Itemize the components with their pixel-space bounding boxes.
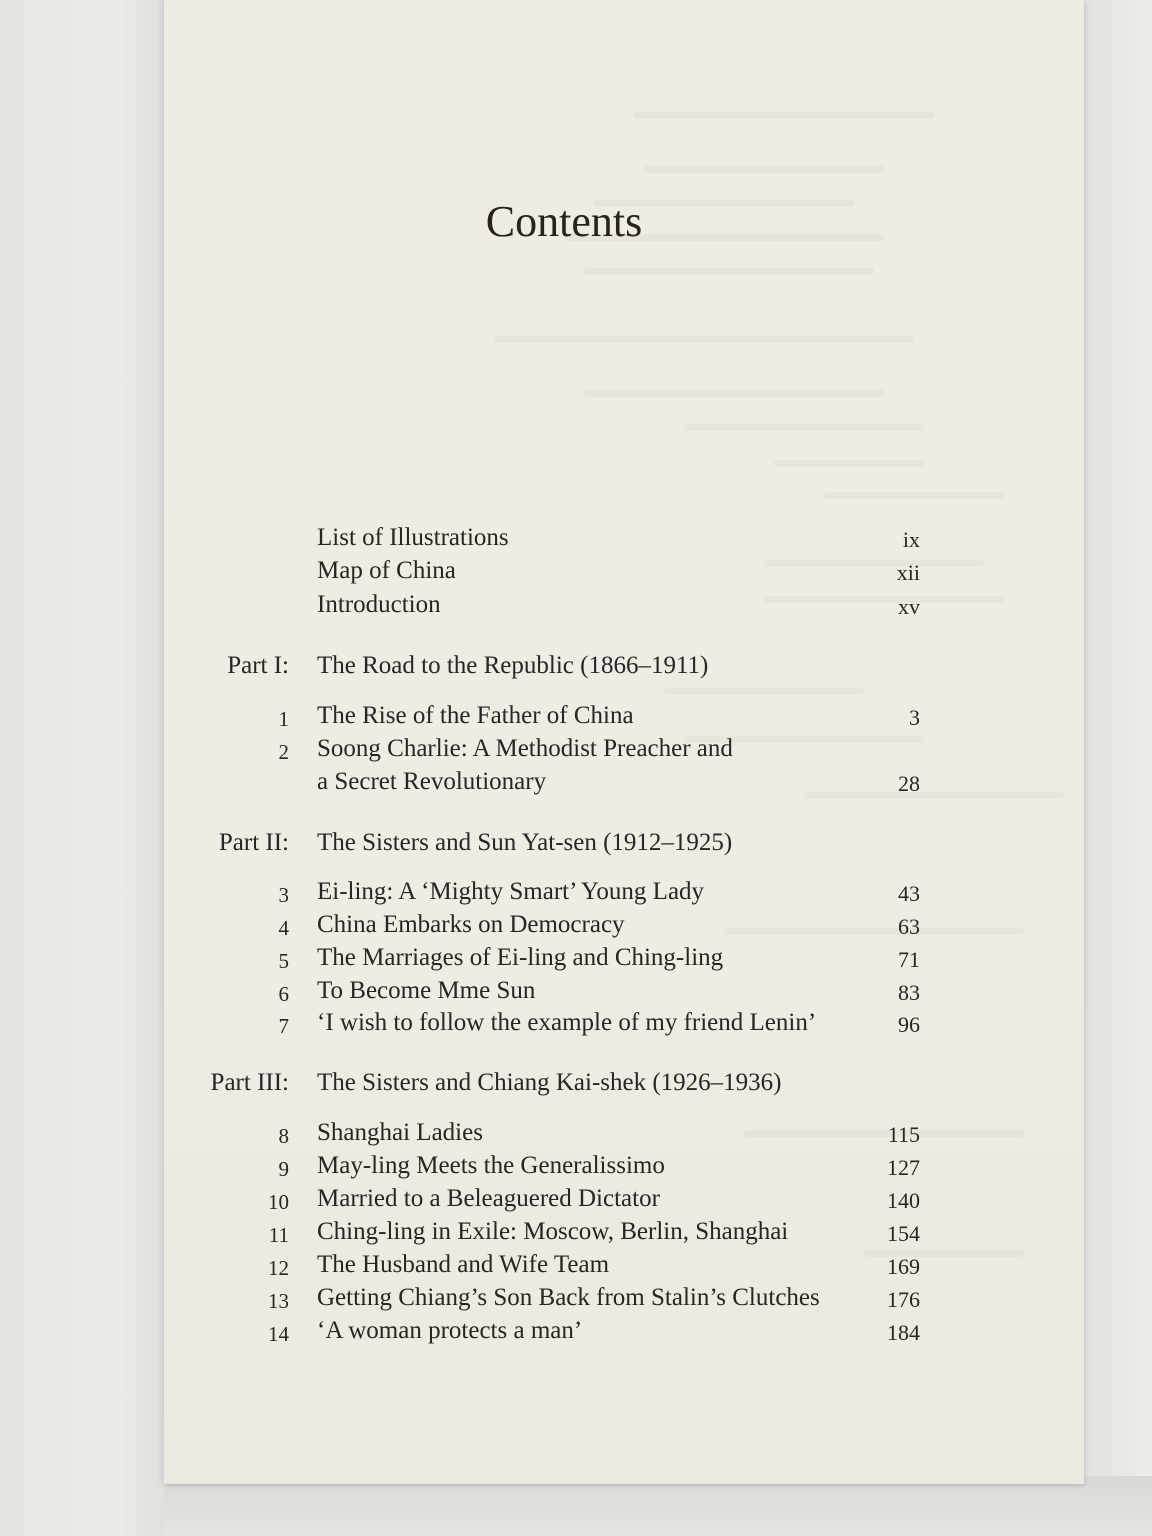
toc-chapter-7 bbox=[164, 1008, 1084, 1038]
chapter-title-continued: a Secret Revolutionary bbox=[317, 768, 547, 795]
chapter-page: 169 bbox=[887, 1254, 920, 1279]
chapter-title: The Rise of the Father of China bbox=[317, 702, 634, 729]
book-page bbox=[164, 0, 1084, 1484]
chapter-title: May-ling Meets the Generalissimo bbox=[317, 1152, 665, 1179]
toc-chapter-3 bbox=[164, 877, 1084, 907]
chapter-number: 11 bbox=[268, 1223, 289, 1247]
toc-chapter-12 bbox=[164, 1250, 1084, 1280]
page-title: Contents bbox=[485, 197, 643, 246]
chapter-page: 154 bbox=[887, 1221, 920, 1246]
chapter-title: China Embarks on Democracy bbox=[317, 911, 625, 938]
part-label: Part III: bbox=[210, 1069, 289, 1096]
toc-chapter-14 bbox=[164, 1316, 1084, 1346]
chapter-page: 63 bbox=[898, 914, 920, 939]
chapter-page: 83 bbox=[898, 980, 920, 1005]
chapter-title: Married to a Beleaguered Dictator bbox=[317, 1185, 660, 1212]
toc-chapter-10 bbox=[164, 1184, 1084, 1214]
chapter-page: 43 bbox=[898, 881, 920, 906]
toc-part-1-heading bbox=[164, 651, 1084, 681]
toc-chapter-11 bbox=[164, 1217, 1084, 1247]
toc-chapter-5 bbox=[164, 943, 1084, 973]
chapter-number: 7 bbox=[278, 1014, 289, 1038]
chapter-title: Shanghai Ladies bbox=[317, 1119, 483, 1146]
toc-entry-map-of-china bbox=[164, 556, 1084, 586]
chapter-page: 28 bbox=[898, 771, 920, 796]
toc-entry-list-of-illustrations bbox=[164, 523, 1084, 553]
chapter-number: 13 bbox=[268, 1289, 289, 1313]
toc-chapter-1 bbox=[164, 701, 1084, 731]
chapter-page: 3 bbox=[909, 705, 920, 730]
chapter-number: 3 bbox=[278, 883, 289, 907]
chapter-number: 8 bbox=[278, 1124, 289, 1148]
toc-chapter-8 bbox=[164, 1118, 1084, 1148]
toc-entry-title: Introduction bbox=[317, 591, 441, 618]
chapter-number: 1 bbox=[278, 707, 289, 731]
toc-part-3-heading bbox=[164, 1068, 1084, 1098]
chapter-title: Soong Charlie: A Methodist Preacher and bbox=[317, 735, 733, 762]
chapter-page: 140 bbox=[887, 1188, 920, 1213]
toc-chapter-2 bbox=[164, 734, 1084, 764]
toc-entry-page: xv bbox=[898, 594, 920, 619]
background-bottom bbox=[164, 1476, 1152, 1536]
chapter-number: 2 bbox=[278, 740, 289, 764]
part-title: The Road to the Republic (1866–1911) bbox=[317, 652, 709, 679]
chapter-page: 71 bbox=[898, 947, 920, 972]
toc-chapter-4 bbox=[164, 910, 1084, 940]
part-title: The Sisters and Sun Yat-sen (1912–1925) bbox=[317, 829, 733, 856]
chapter-title: Ei-ling: A ‘Mighty Smart’ Young Lady bbox=[317, 878, 705, 905]
chapter-page: 127 bbox=[887, 1155, 920, 1180]
chapter-title: Ching-ling in Exile: Moscow, Berlin, Shanghai bbox=[317, 1218, 789, 1245]
chapter-page: 96 bbox=[898, 1012, 920, 1037]
chapter-page: 176 bbox=[887, 1287, 920, 1312]
part-title: The Sisters and Chiang Kai-shek (1926–1936) bbox=[317, 1069, 782, 1096]
chapter-number: 6 bbox=[278, 982, 289, 1006]
chapter-title: To Become Mme Sun bbox=[317, 977, 536, 1004]
chapter-title: Getting Chiang’s Son Back from Stalin’s Clutches bbox=[317, 1284, 820, 1311]
chapter-title: ‘A woman protects a man’ bbox=[317, 1317, 583, 1344]
chapter-title: The Husband and Wife Team bbox=[317, 1251, 610, 1278]
toc-entry-page: ix bbox=[902, 527, 920, 552]
chapter-title: ‘I wish to follow the example of my friend Lenin’ bbox=[317, 1009, 817, 1036]
chapter-number: 10 bbox=[268, 1190, 289, 1214]
toc-chapter-2-continued bbox=[164, 767, 1084, 797]
chapter-page: 115 bbox=[887, 1122, 920, 1147]
chapter-number: 4 bbox=[278, 916, 289, 940]
chapter-number: 14 bbox=[268, 1322, 289, 1346]
chapter-title: The Marriages of Ei-ling and Ching-ling bbox=[317, 944, 724, 971]
left-page-edge bbox=[0, 0, 164, 1536]
toc-chapter-9 bbox=[164, 1151, 1084, 1181]
toc-chapter-6 bbox=[164, 976, 1084, 1006]
toc-entry-page: xii bbox=[896, 560, 920, 585]
background-right bbox=[1084, 0, 1152, 1536]
table-of-contents bbox=[164, 0, 1084, 1484]
toc-part-2-heading bbox=[164, 828, 1084, 858]
toc-entry-title: List of Illustrations bbox=[317, 524, 509, 551]
chapter-number: 12 bbox=[268, 1256, 289, 1280]
chapter-number: 9 bbox=[278, 1157, 289, 1181]
toc-entry-introduction bbox=[164, 590, 1084, 620]
part-label: Part I: bbox=[227, 652, 289, 679]
part-label: Part II: bbox=[218, 829, 289, 856]
chapter-page: 184 bbox=[887, 1320, 920, 1345]
chapter-number: 5 bbox=[278, 949, 289, 973]
toc-entry-title: Map of China bbox=[317, 557, 456, 584]
toc-chapter-13 bbox=[164, 1283, 1084, 1313]
